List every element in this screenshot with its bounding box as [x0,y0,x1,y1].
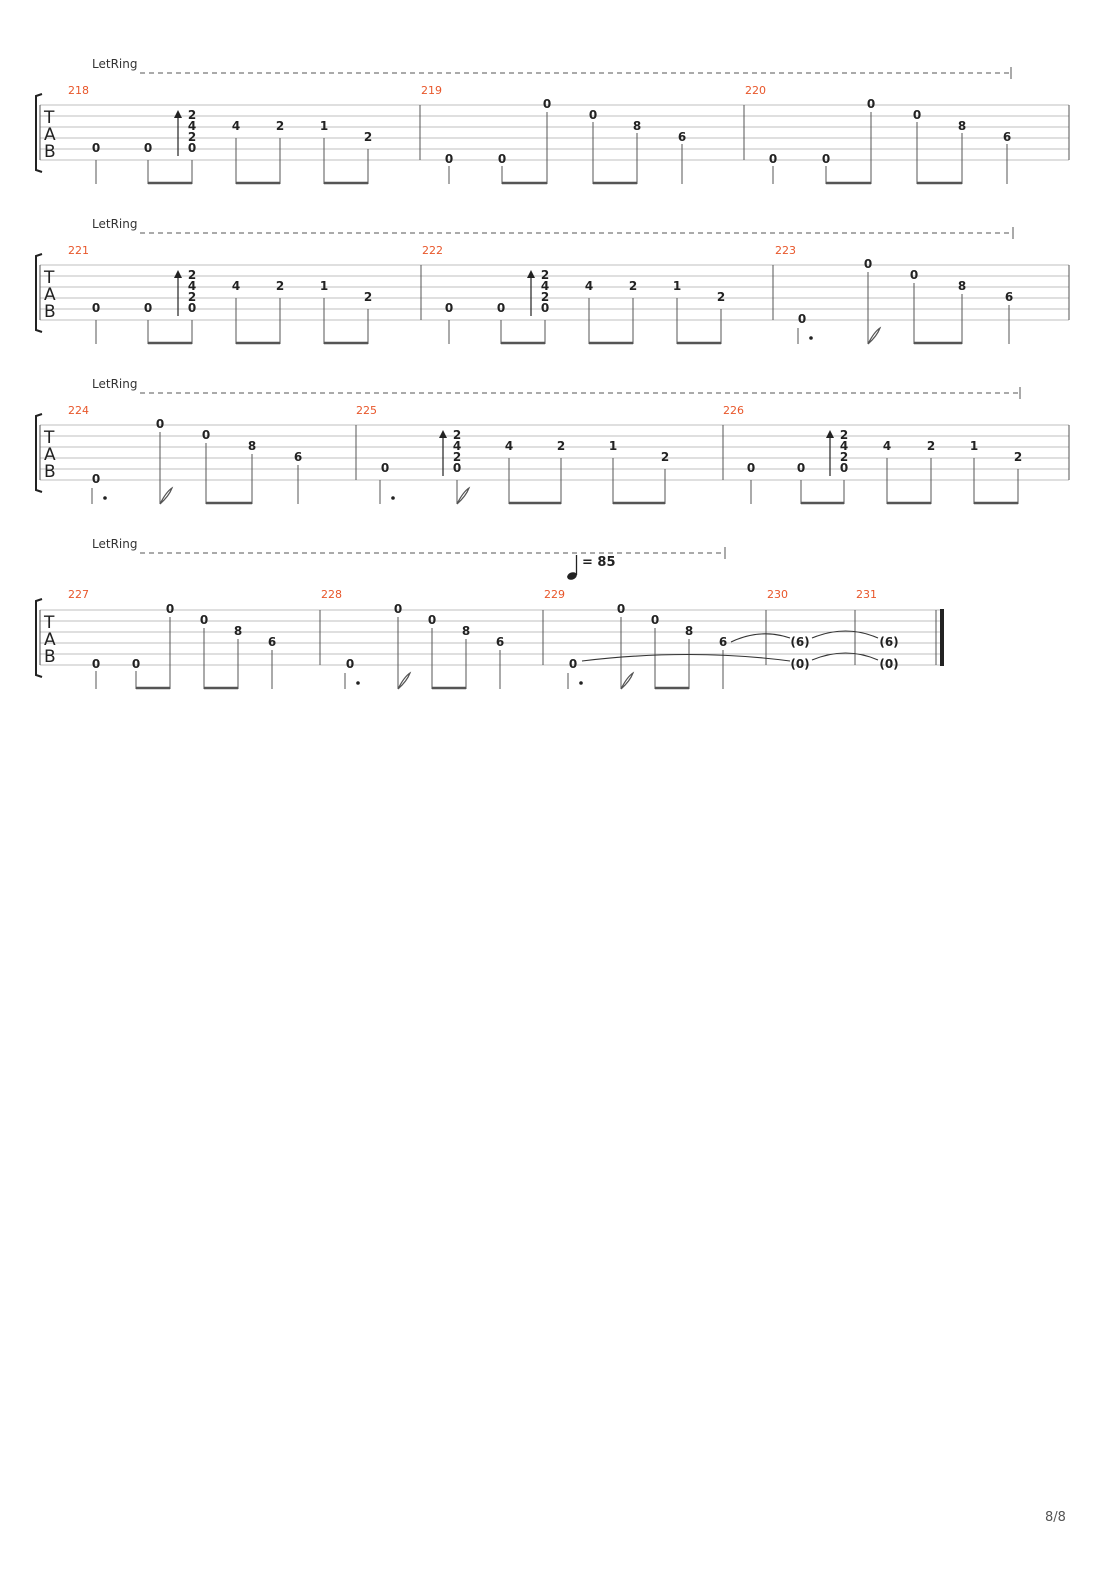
fret-number: 0 [187,141,197,155]
dot-rhythm [103,496,107,500]
measure-225 [356,404,669,504]
system-1 [36,57,1069,184]
fret-number: 0 [542,97,552,111]
fret-number: 2 [187,290,197,304]
note-stems [96,617,272,689]
tab-clef-a: A [44,285,56,305]
page-number: 8/8 [1045,1510,1066,1525]
fret-number: 2 [716,290,726,304]
fret-number: 0 [452,461,462,475]
measure-228 [321,588,504,689]
tab-clef-a: A [44,445,56,465]
note-stems [380,458,665,504]
staff-lines [40,425,1069,480]
note-stems [798,272,1009,344]
fret-number: 2 [452,450,462,464]
fret-number: 0 [821,152,831,166]
fret-number: 0 [199,613,209,627]
measure-number: 230 [767,588,788,601]
fret-number: 0 [201,428,211,442]
fret-number: (6) [790,635,810,649]
fret-number: 2 [1013,450,1023,464]
fret-number: 1 [969,439,979,453]
fret-number: 2 [452,428,462,442]
fret-number: 0 [155,417,165,431]
measure-number: 218 [68,84,89,97]
fret-number: 0 [746,461,756,475]
fret-number: 8 [461,624,471,638]
dot-rhythm [809,336,813,340]
note-stems [96,138,368,184]
fret-number: 0 [91,472,101,486]
fret-number: 2 [839,428,849,442]
fret-number: 0 [588,108,598,122]
fret-number: 0 [650,613,660,627]
note-stems [96,298,368,344]
fret-number: 0 [393,602,403,616]
measure-number: 220 [745,84,766,97]
note-stems [449,298,721,344]
fret-number: 0 [131,657,141,671]
fret-number: 2 [275,279,285,293]
measure-number: 231 [856,588,877,601]
tab-clef-t: T [44,428,55,448]
tab-clef-a: A [44,125,56,145]
fret-number: 6 [718,635,728,649]
fret-number: 1 [319,279,329,293]
fret-number: 4 [839,439,849,453]
fret-number: 2 [628,279,638,293]
note-stems [568,617,723,689]
measure-224 [68,404,302,504]
measure-220 [745,84,1011,184]
note-stems [92,432,298,504]
fret-number: 4 [540,279,550,293]
measure-219 [421,84,686,184]
fret-number: 4 [504,439,514,453]
fret-number: 1 [672,279,682,293]
measure-226 [723,404,1022,504]
measure-229 [544,588,790,689]
barlines [356,425,1069,480]
fret-number: 2 [839,450,849,464]
fret-number: 6 [1004,290,1014,304]
fret-number: 0 [796,461,806,475]
fret-number: 8 [632,119,642,133]
fret-number: 6 [293,450,303,464]
fret-number: 6 [495,635,505,649]
tab-clef-a: A [44,630,56,650]
fret-number: 0 [165,602,175,616]
fret-number: 2 [275,119,285,133]
fret-number: 4 [187,279,197,293]
fret-number: 8 [684,624,694,638]
system-2 [36,217,1069,344]
note-stems [773,112,1007,184]
measure-218 [68,84,372,184]
fret-number: 8 [247,439,257,453]
fret-number: 0 [91,301,101,315]
barlines [420,105,1069,160]
fret-number: 0 [143,301,153,315]
fret-number: 0 [91,657,101,671]
fret-number: 0 [444,301,454,315]
fret-number: 2 [187,130,197,144]
measure-number: 224 [68,404,89,417]
fret-number: 2 [187,108,197,122]
tab-clef-b: B [44,142,56,162]
measure-231 [856,588,899,671]
let-ring-label: LetRing [92,537,138,551]
fret-number: 0 [839,461,849,475]
measure-number: 222 [422,244,443,257]
fret-number: (6) [879,635,899,649]
tie-arc [731,634,790,642]
fret-number: 4 [452,439,462,453]
fret-number: 0 [568,657,578,671]
fret-number: 2 [363,130,373,144]
measure-number: 225 [356,404,377,417]
measure-number: 221 [68,244,89,257]
fret-number: 2 [540,268,550,282]
dot-rhythm [579,681,583,685]
measure-number: 226 [723,404,744,417]
fret-number: 6 [1002,130,1012,144]
fret-number: 8 [233,624,243,638]
fret-number: 4 [584,279,594,293]
let-ring-label: LetRing [92,217,138,231]
let-ring-label: LetRing [92,57,138,71]
fret-number: 4 [231,279,241,293]
measure-number: 229 [544,588,565,601]
tempo-marking [566,555,615,581]
measure-223 [775,244,1013,344]
fret-number: 2 [556,439,566,453]
fret-number: 0 [863,257,873,271]
tempo-text: = 85 [582,555,616,570]
dot-rhythm [391,496,395,500]
measure-number: 223 [775,244,796,257]
fret-number: 0 [427,613,437,627]
fret-number: 0 [496,301,506,315]
fret-number: 0 [345,657,355,671]
flag [160,488,172,504]
fret-number: 8 [957,119,967,133]
tab-clef-b: B [44,302,56,322]
barlines [421,265,1069,320]
fret-number: 4 [231,119,241,133]
fret-number: 2 [660,450,670,464]
note-stems [345,617,500,689]
fret-number: 0 [616,602,626,616]
fret-number: (0) [790,657,810,671]
fret-number: 2 [926,439,936,453]
fret-number: 0 [380,461,390,475]
fret-number: (0) [879,657,899,671]
fret-number: 4 [882,439,892,453]
fret-number: 6 [267,635,277,649]
note-stems [751,458,1018,504]
fret-number: 0 [912,108,922,122]
measure-number: 219 [421,84,442,97]
flag [457,488,469,504]
fret-number: 0 [797,312,807,326]
fret-number: 2 [187,268,197,282]
tab-clef-t: T [44,108,55,128]
system-4 [36,537,944,689]
fret-number: 0 [143,141,153,155]
tab-clef-b: B [44,647,56,667]
measure-222 [422,244,725,344]
fret-number: 0 [497,152,507,166]
tab-clef-t: T [44,268,55,288]
fret-number: 0 [540,301,550,315]
flag [868,328,880,344]
fret-number: 1 [319,119,329,133]
fret-number: 2 [540,290,550,304]
dot-rhythm [356,681,360,685]
fret-number: 6 [677,130,687,144]
measure-number: 227 [68,588,89,601]
fret-number: 0 [187,301,197,315]
fret-number: 0 [909,268,919,282]
final-barline [940,609,944,666]
flag [621,673,633,689]
measure-227 [68,588,276,689]
fret-number: 2 [363,290,373,304]
tab-clef-b: B [44,462,56,482]
fret-number: 0 [768,152,778,166]
system-3 [36,377,1069,504]
note-stems [449,112,682,184]
flag [398,673,410,689]
fret-number: 1 [608,439,618,453]
measure-number: 228 [321,588,342,601]
fret-number: 4 [187,119,197,133]
tie-arc [582,655,790,662]
fret-number: 0 [866,97,876,111]
fret-number: 8 [957,279,967,293]
fret-number: 0 [444,152,454,166]
fret-number: 0 [91,141,101,155]
let-ring-label: LetRing [92,377,138,391]
tab-clef-t: T [44,613,55,633]
measure-221 [68,244,372,344]
